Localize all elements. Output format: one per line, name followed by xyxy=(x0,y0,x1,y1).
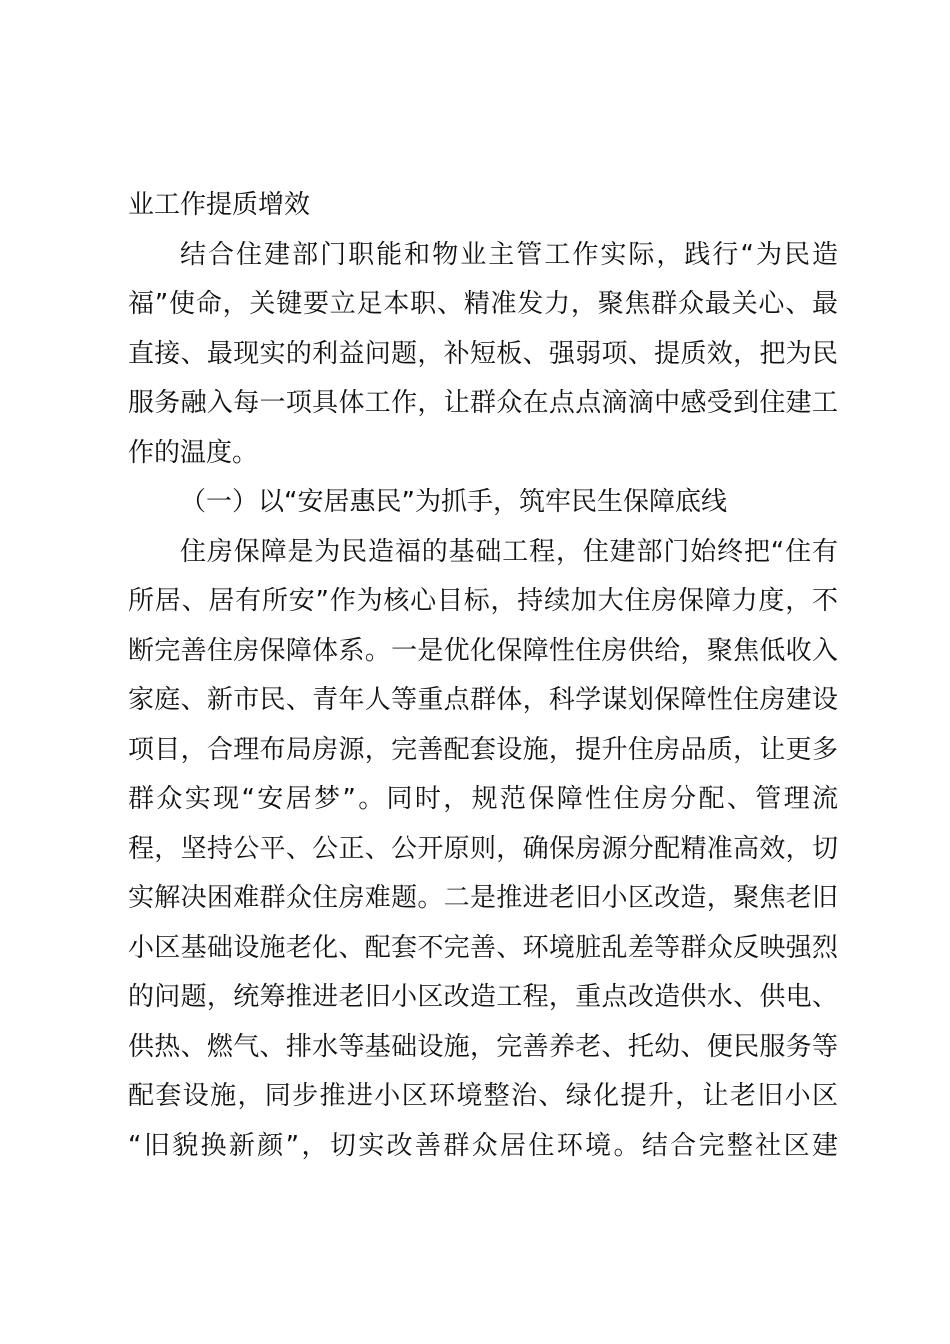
text-line: 配套设施，同步推进小区环境整治、绿化提升，让老旧小区 xyxy=(128,1081,838,1111)
text-line: 住房保障是为民造福的基础工程，住建部门始终把“住有 xyxy=(180,536,838,567)
text-line: 程，坚持公平、公正、公开原则，确保房源分配精准高效，切 xyxy=(128,833,838,864)
text-line: 实解决困难群众住房难题。二是推进老旧小区改造，聚焦老旧 xyxy=(128,883,838,913)
text-line: 所居、居有所安”作为核心目标，持续加大住房保障力度，不 xyxy=(128,586,838,616)
text-line: 家庭、新市民、青年人等重点群体，科学谋划保障性住房建设 xyxy=(128,685,838,715)
text-line: 服务融入每一项具体工作，让群众在点点滴滴中感受到住建工 xyxy=(128,388,838,418)
text-line: “旧貌换新颜”，切实改善群众居住环境。结合完整社区建 xyxy=(128,1130,838,1161)
text-line: 结合住建部门职能和物业主管工作实际，践行“为民造 xyxy=(180,239,838,270)
document-body xyxy=(128,181,838,1171)
text-line: 小区基础设施老化、配套不完善、环境脏乱差等群众反映强烈 xyxy=(128,932,838,963)
text-line: 直接、最现实的利益问题，补短板、强弱项、提质效，把为民 xyxy=(128,338,838,369)
section-heading: （一）以“安居惠民”为抓手，筑牢民生保障底线 xyxy=(180,487,727,517)
text-line: 的问题，统筹推进老旧小区改造工程，重点改造供水、供电、 xyxy=(128,982,838,1012)
text-line: 作的温度。 xyxy=(128,437,259,468)
text-line: 群众实现“安居梦”。同时，规范保障性住房分配、管理流 xyxy=(128,784,838,814)
text-line: 项目，合理布局房源，完善配套设施，提升住房品质，让更多 xyxy=(128,734,838,765)
text-line: 供热、燃气、排水等基础设施，完善养老、托幼、便民服务等 xyxy=(128,1031,838,1062)
text-line: 福”使命，关键要立足本职、精准发力，聚焦群众最关心、最 xyxy=(128,289,838,319)
text-line: 业工作提质增效 xyxy=(128,190,311,220)
text-line: 断完善住房保障体系。一是优化保障性住房供给，聚焦低收入 xyxy=(128,635,838,666)
